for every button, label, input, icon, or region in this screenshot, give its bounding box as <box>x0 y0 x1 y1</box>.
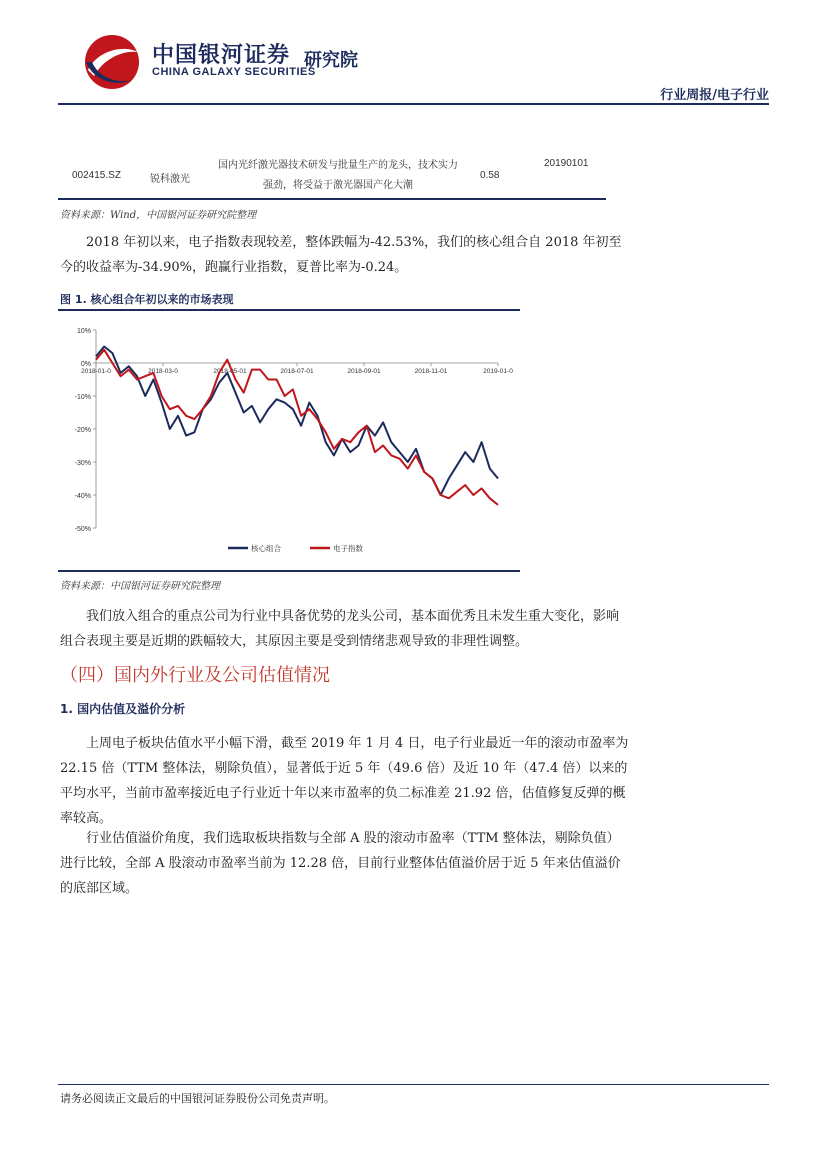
x-tick-label: 2018-03-0 <box>148 368 178 375</box>
footer-disclaimer: 请务必阅读正文最后的中国银河证券股份公司免责声明。 <box>60 1092 335 1105</box>
stock-date: 20190101 <box>544 158 589 169</box>
legend-label: 电子指数 <box>333 544 363 553</box>
legend-label: 核心组合 <box>251 544 281 553</box>
brand-name-cn: 中国银河证券 <box>152 43 291 68</box>
paragraph-3: 上周电子板块估值水平小幅下滑，截至 2019 年 1 月 4 日，电子行业最近一年的滚动市盈率为 22.15 倍（TTM 整体法，剔除负值），显著低于近 5 年（49.6 倍）及近 10 年（47.4 倍）以来的平均水平，当前市盈率接近电子行业近十年以来市盈率的负二标准差 21.92 倍，估值修复反弹的概率较高。 <box>60 736 629 826</box>
table-row <box>58 152 606 200</box>
x-tick-label: 2019-01-0 <box>483 368 513 375</box>
figure-source: 资料来源：中国银河证券研究院整理 <box>60 581 220 592</box>
figure-top-rule <box>58 309 520 311</box>
paragraph-1: 2018 年初以来，电子指数表现较差，整体跌幅为-42.53%，我们的核心组合自 2018 年初至今的收益率为-34.90%，跑赢行业指数，夏普比率为-0.24。 <box>60 235 622 275</box>
report-type: 行业周报/电子行业 <box>660 88 769 103</box>
brand-name-en: CHINA GALAXY SECURITIES <box>152 66 316 78</box>
y-tick-label: -50% <box>74 526 91 533</box>
y-tick-label: -40% <box>74 493 91 500</box>
x-tick-label: 2018-11-01 <box>414 368 448 375</box>
y-tick-label: -10% <box>74 394 91 401</box>
table-source: 资料来源：Wind，中国银河证券研究院整理 <box>60 210 257 221</box>
y-tick-label: -20% <box>74 427 91 434</box>
stock-value: 0.58 <box>480 170 500 181</box>
x-tick-label: 2018-01-0 <box>81 368 111 375</box>
footer-rule <box>58 1084 769 1085</box>
stock-code: 002415.SZ <box>72 170 121 181</box>
header-rule <box>58 103 769 105</box>
galaxy-logo-icon <box>82 32 142 92</box>
paragraph-4: 行业估值溢价角度，我们选取板块指数与全部 A 股的滚动市盈率（TTM 整体法，剔除负值）进行比较，全部 A 股滚动市盈率当前为 12.28 倍，目前行业整体估值溢价居于近 5 年来估值溢价的底部区域。 <box>60 831 621 896</box>
stock-description: 国内光纤激光器技术研发与批量生产的龙头，技术实力强劲，将受益于激光器国产化大潮 <box>218 160 458 191</box>
x-tick-label: 2018-05-01 <box>213 368 247 375</box>
figure-title: 图 1. 核心组合年初以来的市场表现 <box>60 293 234 306</box>
y-tick-label: 0% <box>80 361 91 368</box>
figure-bottom-rule <box>58 570 520 572</box>
stock-name: 锐科激光 <box>150 174 190 185</box>
y-tick-label: 10% <box>76 328 91 335</box>
line-chart <box>58 316 520 566</box>
x-tick-label: 2018-07-01 <box>280 368 314 375</box>
x-tick-label: 2018-09-01 <box>347 368 381 375</box>
section-heading: （四）国内外行业及公司估值情况 <box>60 665 330 686</box>
sub-heading: 1. 国内估值及溢价分析 <box>60 702 186 716</box>
y-tick-label: -30% <box>74 460 91 467</box>
paragraph-2: 我们放入组合的重点公司为行业中具备优势的龙头公司，基本面优秀且未发生重大变化，影响组合表现主要是近期的跌幅较大，其原因主要是受到情绪悲观导致的非理性调整。 <box>60 609 620 649</box>
institute-name: 研究院 <box>304 50 358 71</box>
